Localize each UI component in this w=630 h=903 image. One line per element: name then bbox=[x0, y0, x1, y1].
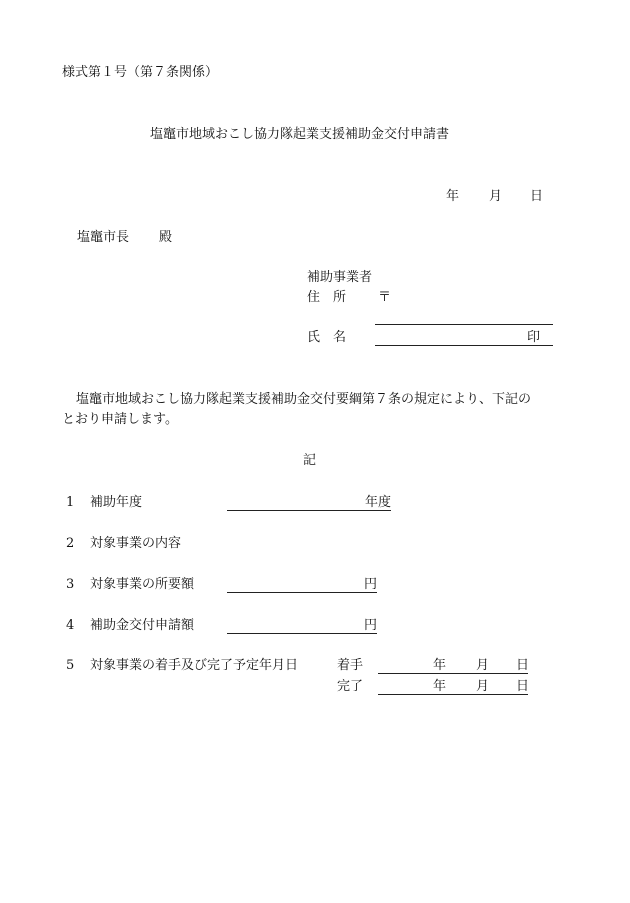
address-label: 住 所 bbox=[307, 290, 347, 305]
item-label: 補助年度 bbox=[90, 495, 143, 510]
seal-mark: 印 bbox=[527, 330, 541, 345]
item-unit: 円 bbox=[364, 618, 378, 633]
start-date-field-line[interactable] bbox=[378, 673, 528, 674]
item-unit: 円 bbox=[364, 577, 378, 592]
date-month: 月 bbox=[489, 189, 503, 204]
item-label: 対象事業の着手及び完了予定年月日 bbox=[90, 658, 299, 673]
applicant-heading: 補助事業者 bbox=[307, 270, 373, 285]
item-number: 4 bbox=[66, 618, 75, 633]
item-label: 対象事業の所要額 bbox=[90, 577, 195, 592]
date-day: 日 bbox=[530, 189, 544, 204]
start-label: 着手 bbox=[337, 658, 364, 673]
item-unit: 年度 bbox=[365, 495, 392, 510]
item-number: 5 bbox=[66, 658, 75, 673]
item-number: 1 bbox=[66, 495, 75, 510]
end-label: 完了 bbox=[337, 679, 364, 694]
item-label: 対象事業の内容 bbox=[90, 536, 182, 551]
required-amount-field-line[interactable] bbox=[227, 592, 377, 593]
body-text-line-1: 塩竈市地域おこし協力隊起業支援補助金交付要綱第７条の規定により、下記の bbox=[76, 392, 532, 407]
start-day: 日 bbox=[516, 658, 530, 673]
addressee-name: 塩竈市長 bbox=[77, 230, 130, 245]
postal-mark: 〒 bbox=[378, 290, 392, 305]
address-field-line[interactable] bbox=[375, 324, 553, 325]
end-date-field-line[interactable] bbox=[378, 694, 528, 695]
start-year: 年 bbox=[433, 658, 447, 673]
item-label: 補助金交付申請額 bbox=[90, 618, 195, 633]
name-label: 氏 名 bbox=[307, 330, 347, 345]
end-year: 年 bbox=[433, 679, 447, 694]
item-number: 3 bbox=[66, 577, 75, 592]
start-month: 月 bbox=[476, 658, 490, 673]
date-year: 年 bbox=[446, 189, 460, 204]
end-day: 日 bbox=[516, 679, 530, 694]
addressee-honorific: 殿 bbox=[159, 230, 173, 245]
item-number: 2 bbox=[66, 536, 75, 551]
body-text-line-2: とおり申請します。 bbox=[62, 412, 178, 427]
form-label: 様式第１号（第７条関係） bbox=[62, 65, 219, 80]
grant-amount-field-line[interactable] bbox=[227, 633, 377, 634]
ki-mark: 記 bbox=[303, 453, 317, 468]
document-title: 塩竈市地域おこし協力隊起業支援補助金交付申請書 bbox=[150, 127, 450, 142]
end-month: 月 bbox=[476, 679, 490, 694]
